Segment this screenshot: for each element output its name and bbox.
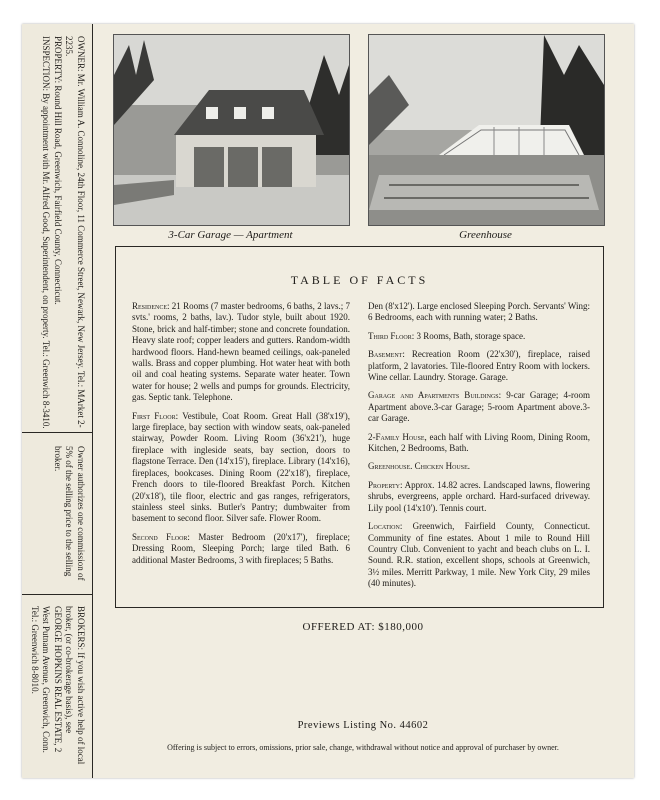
fact-residence: Residence: 21 Rooms (7 master bedrooms, 6 baths, 2 lavs.; 7 svts.' rooms, 2 baths, lav.). Tudor style, built about 1920. Stone, brick and half-timber; stone and concrete foundation. Heavy slate roof; copper leaders and gutters. Random-width hardwood floors. Hand-hewn beamed ceilings, oak-paneled walls. Brass and copper plumbing. Hot water heat with both oil and coal heating systems. Separate water heater. Town water for house; 2 wells and pumps for grounds. Electricity, gas. Septic tank. Telephone. <box>132 301 350 403</box>
disclaimer-text: Offering is subject to errors, omissions, prior sale, change, withdrawal without notice and approval of purchaser by owner. <box>167 743 559 752</box>
facts-left-column <box>132 301 350 573</box>
brokers-block <box>29 606 87 766</box>
facts-title: TABLE OF FACTS <box>290 273 429 287</box>
fact-third-floor: Third Floor: 3 Rooms, Bath, storage space. <box>368 330 526 341</box>
fact-location: Location: Greenwich, Fairfield County, Connecticut. Community of fine estates. About 1 mile to Round Hill Country Club. Convenient to yacht and beach clubs on L. I. Sound. R.R. station, excellent shops, schools at Greenwich, 3½ miles. Merritt Parkway, 1 mile. New York City, 29 miles (40 minutes). <box>368 521 590 589</box>
listing-number: Previews Listing No. 44602 <box>297 720 429 731</box>
brokers-text: BROKERS: If you wish active help of local broker, (or co-brokerage basis), see GEORGE HOPKINS REAL ESTATE, 2 West Putnam Avenue, Greenwich, Conn. Tel.: Greenwich 8-8010. <box>30 606 86 765</box>
fact-basement: Basement: Recreation Room (22'x30'), fireplace, raised platform, 2 lavatories. Tile-floored Entry Room with lockers. Wine cellar. Laundry. Storage. Garage. <box>368 349 590 383</box>
fact-greenhouse: Greenhouse. Chicken House. <box>368 461 470 472</box>
property-text: PROPERTY: Round Hill Road, Greenwich, Fairfield County, Connecticut. <box>53 36 63 305</box>
inspection-text: INSPECTION: By appointment with Mr. Alfred Good, Superintendent, on property. Tel.: Greenwich 8-3410. <box>41 36 52 429</box>
commission-text: Owner authorizes one commission of 5% of the selling price to the selling broker. <box>53 446 86 581</box>
greenhouse-caption: Greenhouse <box>459 229 512 241</box>
table-of-facts <box>115 246 604 608</box>
facts-right-column <box>368 301 590 597</box>
greenhouse-photo <box>368 34 605 226</box>
owner-text: OWNER: Mr. William A. Connoline, 24th Floor, 11 Commerce Street, Newark, New Jersey. Tel.: MArket 2-2235. <box>64 36 86 428</box>
offered-price: OFFERED AT: $180,000 <box>302 621 424 633</box>
commission-block <box>52 446 87 586</box>
fact-two-family-house: 2-Family House, each half with Living Room, Dining Room, Kitchen, 2 Bedrooms, Bath. <box>368 431 591 454</box>
garage-photo <box>113 34 350 226</box>
fact-property: Property: Approx. 14.82 acres. Landscaped lawns, flowering shrubs, evergreens, apple orchard. Hard-surfaced driveway. Lily pool (14'x10'). Tennis court. <box>368 479 590 513</box>
fact-servants-wing: Den (8'x12'). Large enclosed Sleeping Porch. Servants' Wing: 6 Bedrooms, each with running water; 2 Baths. <box>368 301 590 323</box>
fact-second-floor: Second Floor: Master Bedroom (20'x17'), fireplace; Dressing Room, Sleeping Porch; large tiled Bath. 6 additional Master Bedrooms, 3 with fireplaces; 5 Baths. <box>132 531 350 565</box>
owner-info-block <box>40 36 86 446</box>
fact-garage-apartments: Garage and Apartments Buildings: 9-car Garage; 4-room Apartment above.3-car Garage; 5-room Apartment above.3-car Garage. <box>368 390 590 424</box>
garage-caption: 3-Car Garage — Apartment <box>168 229 293 241</box>
fact-first-floor: First Floor: Vestibule, Coat Room. Great Hall (38'x19'), large fireplace, bay section with window seats, oak-paneled stairway, Powder Room. Living Room (36'x21'), huge fireplace with ingleside seats, bay section, doors to flagstone Terrace. Den (14'x15'), fireplace. Library (14'x16), fireplaces, bookcases. Dining Room (22'x18'), fireplace, French doors to tile-floored Breakfast Porch. Kitchen (20'x18'), tile floor, electric and gas ranges, refrigerators, stainless steel sinks. Butler's Pantry; dumbwaiter from basement to second floor. Silver safe. Flower Room. <box>132 410 350 524</box>
sidebar-divider <box>22 594 92 595</box>
